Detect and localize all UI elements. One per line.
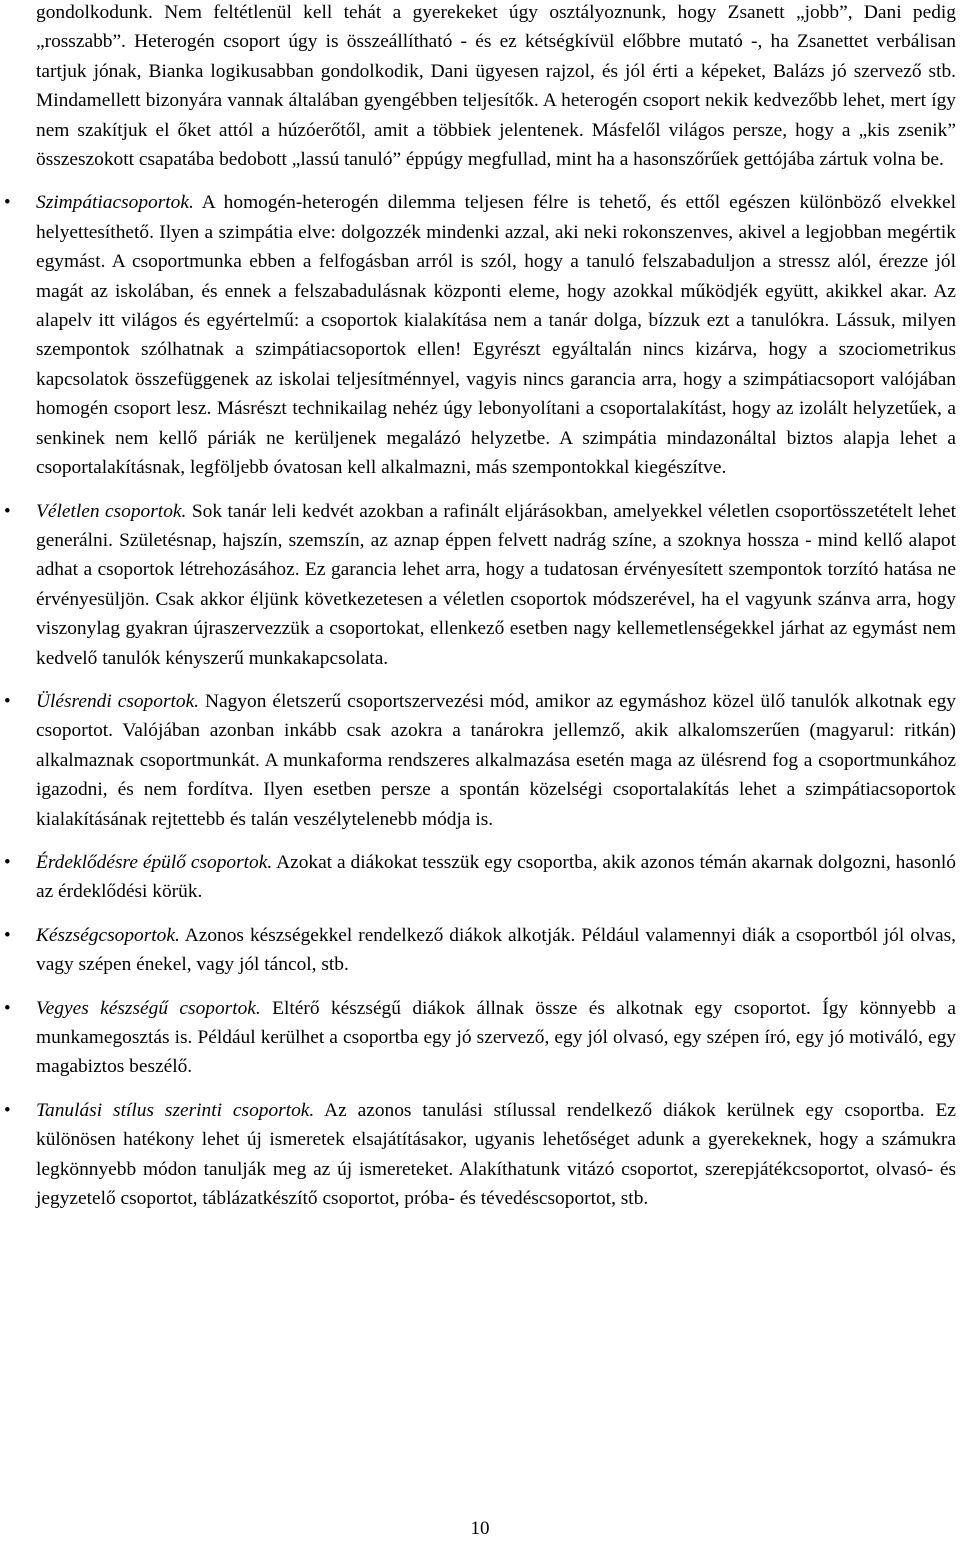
list-item [4,994,957,1082]
group-types-list [4,188,957,1213]
item-text: Azokat a diákokat tesszük egy csoportba, akik azonos témán akarnak dolgozni, hasonló az érdeklődési körük. [36,851,957,903]
item-text: A homogén-heterogén dilemma teljesen félre is tehető, és ettől egészen különböző elvekkel helyettesíthető. Ilyen a szimpátia elve: dolgozzék mindenki azzal, aki neki rokonszenves, akivel a legjobban megértik egymást. A csoportmunka ebben a felfogásban arról is szól, hogy a tanuló felszabaduljon a stressz alól, érezze jól magát az iskolában, és ennek a felszabadulásnak központi eleme, hogy azokkal működjék együtt, akikkel akar. Az alapelv itt világos és egyértelmű: a csoportok kialakítása nem a tanár dolga, bízzuk ezt a tanulókra. Lássuk, milyen szempontok szólhatnak a szimpátiacsoportok ellen! Egyrészt egyáltalán nincs kizárva, hogy a szociometrikus kapcsolatok összefüggenek az iskolai teljesítménnyel, vagyis nincs garancia arra, hogy a szimpátiacsoport valójában homogén csoport lesz. Másrészt technikailag nehéz úgy lebonyolítani a csoportalakítást, hogy az izolált helyzetűek, a senkinek nem kellő páriák ne kerüljenek megalázó helyzetbe. A szimpátia mindazonáltal biztos alapja lehet a csoportalakításnak, legföljebb óvatosan kell alkalmazni, más szempontokkal kiegészítve. [36,192,956,479]
list-item [4,921,956,980]
document-page [4,0,957,1213]
bullet-icon: • [4,851,11,873]
bullet-icon: • [4,997,11,1019]
item-term: Tanulási stílus szerinti csoportok. [36,1099,315,1121]
bullet-icon: • [4,192,11,214]
list-item [4,1096,956,1214]
page-number: 10 [470,1518,490,1539]
bullet-icon: • [4,924,11,946]
item-term: Véletlen csoportok. [36,500,187,522]
item-term: Készségcsoportok. [36,924,180,946]
item-term: Érdeklődésre épülő csoportok. [36,851,273,873]
bullet-icon: • [4,690,11,712]
list-item [4,687,956,834]
list-item [4,497,956,673]
list-item [4,848,957,907]
list-item [4,188,956,482]
item-term: Vegyes készségű csoportok. [36,997,261,1019]
bullet-icon: • [4,500,11,522]
continuation-paragraph: gondolkodunk. Nem feltétlenül kell tehát a gyerekeket úgy osztályoznunk, hogy Zsanett „jobb”, Dani pedig „rosszabb”. Heterogén csoport úgy is összeállítható - és ez kétségkívül előbbre mutató -, ha Zsanettet verbálisan tartjuk jónak, Bianka logikusabban gondolkodik, Dani ügyesen rajzol, és jól érti a képeket, Balázs jó szervező stb. Mindamellett bizonyára vannak általában gyengébben teljesítők. A heterogén csoport nekik kedvezőbb lehet, mert így nem szakítjuk el őket attól a húzóerőtől, amit a többiek jelentenek. Másfelől világos persze, hogy a „kis zsenik” összeszokott csapatába bedobott „lassú tanuló” éppúgy megfullad, mint ha a hasonszőrűek gettójába zártuk volna be. [36,2,956,171]
item-text: Azonos készségekkel rendelkező diákok alkotják. Például valamennyi diák a csoportból jól olvas, vagy szépen énekel, vagy jól táncol, stb. [36,924,956,976]
item-text: Az azonos tanulási stílussal rendelkező diákok kerülnek egy csoportba. Ez különösen hatékony lehet új ismeretek elsajátításakor, ugyanis lehetőséget adunk a gyerekeknek, hogy a számukra legkönnyebb módon tanulják meg az új ismereteket. Alakíthatunk vitázó csoportot, szerepjátékcsoportot, olvasó- és jegyzetelő csoportot, táblázatkészítő csoportot, próba- és tévedéscsoportot, stb. [36,1099,956,1210]
item-term: Ülésrendi csoportok. [36,690,200,712]
item-text: Nagyon életszerű csoportszervezési mód, amikor az egymáshoz közel ülő tanulók alkotnak egy csoportot. Valójában azonban inkább csak azokra a tanárokra jellemző, akik alkalomszerűen (magyarul: ritkán) alkalmaznak csoportmunkát. A munkaforma rendszeres alkalmazása esetén maga az ülésrend fog a csoportmunkához igazodni, és nem fordítva. Ilyen esetben persze a spontán közelségi csoportalakítás lehet a szimpátiacsoportok kialakításának rejtettebb és talán veszélytelenebb módja is. [36,690,956,830]
item-text: Sok tanár leli kedvét azokban a rafinált eljárásokban, amelyekkel véletlen csoportösszetételt lehet generálni. Születésnap, hajszín, szemszín, az aznap éppen felvett nadrág színe, a szoknya hossza - mind kellő alapot adhat a csoportok létrehozásához. Ez garancia lehet arra, hogy a tudatosan érvényesített szempontok torzító hatása ne érvényesüljön. Csak akkor éljünk következetesen a véletlen csoportok módszerével, ha el vagyunk szánva arra, hogy viszonylag gyakran újraszervezzük a csoportokat, ellenkező esetben nagy kellemetlenségekkel járhat az egymást nem kedvelő tanulók kényszerű munkakapcsolata. [36,500,956,669]
bullet-icon: • [4,1099,11,1121]
item-term: Szimpátiacsoportok. [36,192,194,214]
item-text: Eltérő készségű diákok állnak össze és alkotnak egy csoportot. Így könnyebb a munkamegosztás is. Például kerülhet a csoportba egy jó szervező, egy jól olvasó, egy szépen író, egy jó motiváló, egy magabiztos beszélő. [36,997,957,1078]
